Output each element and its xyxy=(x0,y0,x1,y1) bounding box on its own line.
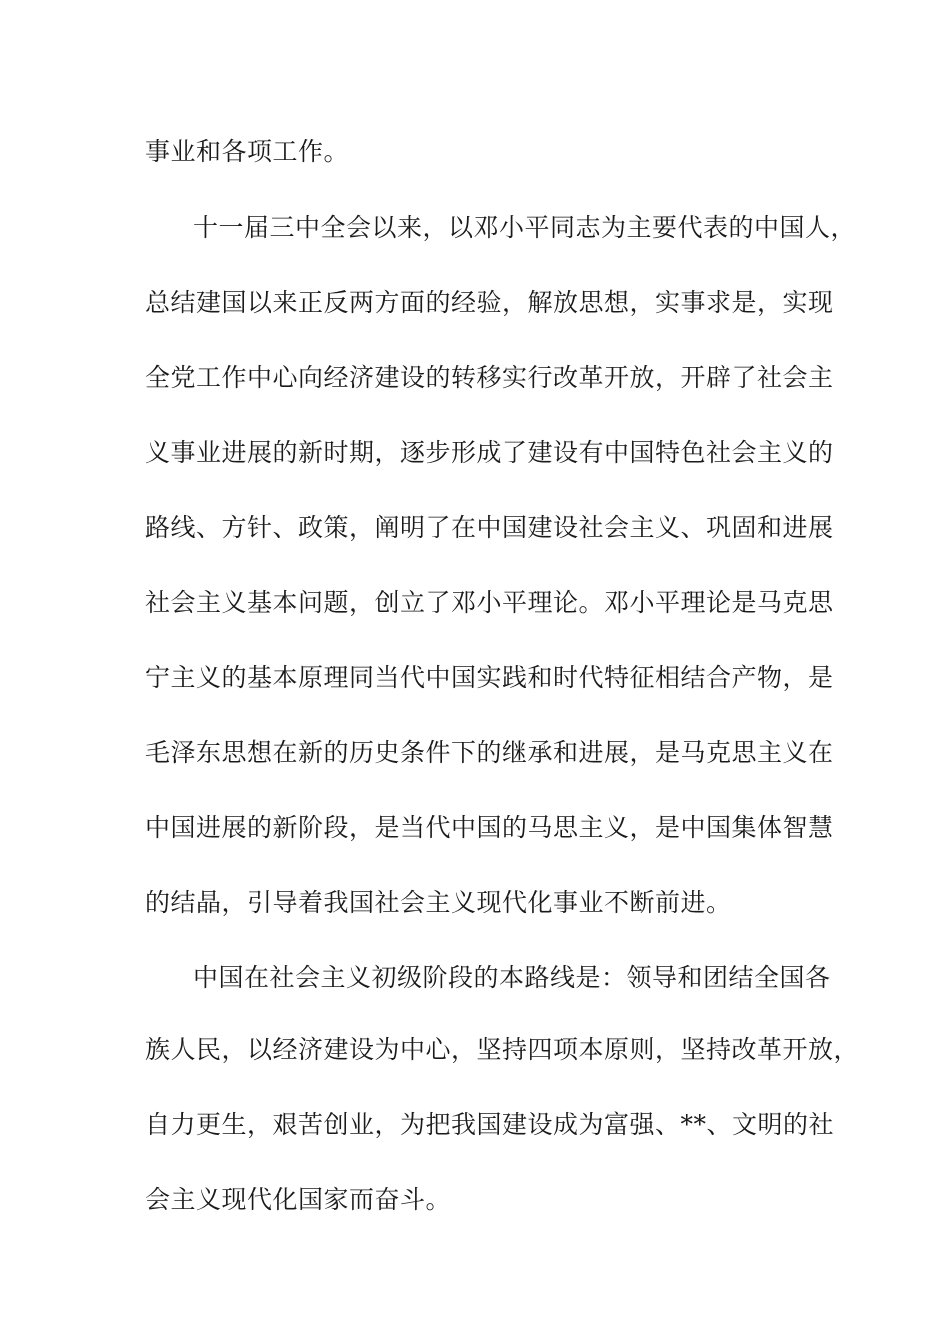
text-line: 毛泽东思想在新的历史条件下的继承和进展，是马克思主义在 xyxy=(145,738,834,767)
text-line: 会主义现代化国家而奋斗。 xyxy=(145,1185,452,1214)
text-line: 的结晶，引导着我国社会主义现代化事业不断前进。 xyxy=(145,888,732,917)
text-line: 事业和各项工作。 xyxy=(145,137,350,166)
text-line: 自力更生，艰苦创业，为把我国建设成为富强、**、文明的社 xyxy=(145,1110,835,1139)
paragraph-first-line: 十一届三中全会以来，以邓小平同志为主要代表的中国人， xyxy=(193,213,857,242)
text-line: 总结建国以来正反两方面的经验，解放思想，实事求是，实现 xyxy=(145,288,834,317)
paragraph-first-line: 中国在社会主义初级阶段的本路线是：领导和团结全国各 xyxy=(193,963,831,992)
text-line: 族人民，以经济建设为中心，坚持四项本原则，坚持改革开放， xyxy=(145,1035,860,1064)
text-line: 路线、方针、政策，阐明了在中国建设社会主义、巩固和进展 xyxy=(145,513,834,542)
text-line: 社会主义基本问题，创立了邓小平理论。邓小平理论是马克思 xyxy=(145,588,834,617)
text-line: 中国进展的新阶段，是当代中国的马思主义，是中国集体智慧 xyxy=(145,813,834,842)
text-line: 宁主义的基本原理同当代中国实践和时代特征相结合产物，是 xyxy=(145,663,834,692)
text-line: 全党工作中心向经济建设的转移实行改革开放，开辟了社会主 xyxy=(145,363,834,392)
text-line: 义事业进展的新时期，逐步形成了建设有中国特色社会主义的 xyxy=(145,438,834,467)
